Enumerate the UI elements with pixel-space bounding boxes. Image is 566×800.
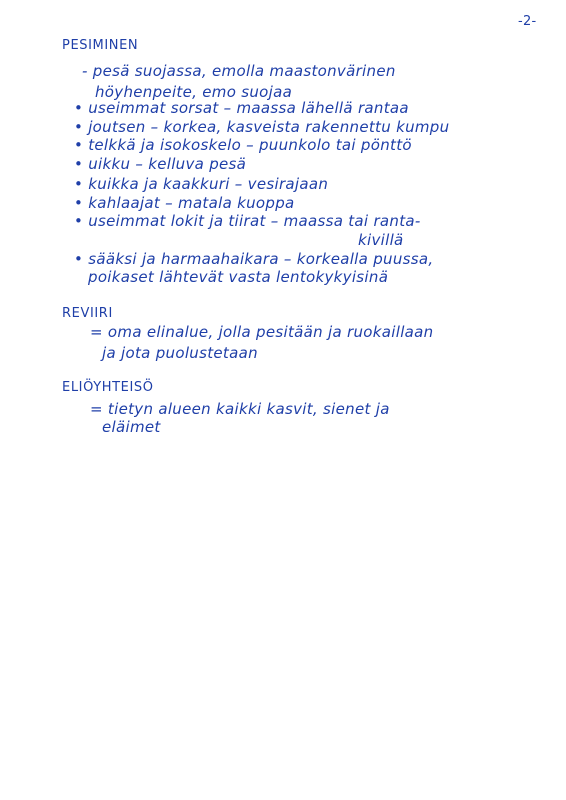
note-line: eläimet bbox=[102, 418, 161, 436]
section-heading-reviiri: REVIIRI bbox=[62, 306, 113, 321]
section-heading-pesiminen: PESIMINEN bbox=[62, 38, 139, 53]
note-line: • telkkä ja isokoskelo – puunkolo tai pönttö bbox=[74, 136, 412, 154]
page-number: -2- bbox=[518, 14, 537, 29]
note-line: • uikku – kelluva pesä bbox=[74, 155, 247, 173]
note-line: = tietyn alueen kaikki kasvit, sienet ja bbox=[90, 400, 390, 418]
note-line: • joutsen – korkea, kasveista rakennettu kumpu bbox=[74, 118, 450, 136]
note-line: • kuikka ja kaakkuri – vesirajaan bbox=[74, 175, 329, 193]
note-line: kivillä bbox=[358, 231, 404, 249]
note-line: • sääksi ja harmaahaikara – korkealla puussa, bbox=[74, 250, 434, 268]
note-line: poikaset lähtevät vasta lentokykyisinä bbox=[88, 268, 389, 286]
section-heading-elioyhteiso: ELIÖYHTEISÖ bbox=[62, 380, 154, 395]
note-line: • useimmat sorsat – maassa lähellä rantaa bbox=[74, 99, 409, 117]
note-line: - pesä suojassa, emolla maastonvärinen bbox=[82, 62, 396, 80]
note-line: ja jota puolustetaan bbox=[102, 344, 258, 362]
note-line: • useimmat lokit ja tiirat – maassa tai ranta- bbox=[74, 212, 421, 230]
note-line: höyhenpeite, emo suojaa bbox=[95, 83, 293, 101]
note-line: = oma elinalue, jolla pesitään ja ruokaillaan bbox=[90, 323, 434, 341]
note-line: • kahlaajat – matala kuoppa bbox=[74, 194, 295, 212]
